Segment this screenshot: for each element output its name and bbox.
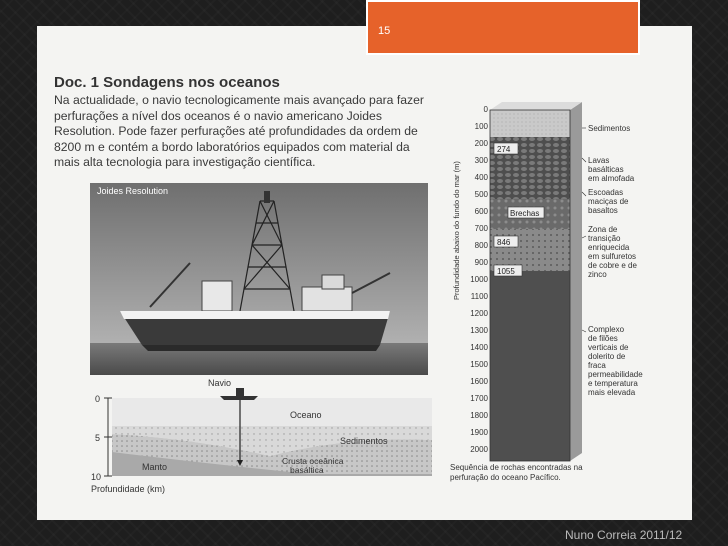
layer-zona-2: transição (588, 234, 621, 243)
layer-complexo-3: verticais de (588, 343, 629, 352)
ship-icon (220, 396, 258, 400)
marker-1055: 1055 (497, 267, 515, 276)
column-top (490, 102, 582, 110)
tick-1700: 1700 (470, 394, 488, 403)
ship-photo-label: Joides Resolution (97, 186, 169, 196)
layer-zona-1: Zona de (588, 225, 618, 234)
crust-label-2: basáltica (290, 465, 324, 475)
page-number: 15 (378, 25, 391, 37)
layer-zona-5: de cobre e de (588, 261, 637, 270)
tick-1100: 1100 (470, 292, 488, 301)
depth-tick-0: 0 (95, 394, 101, 404)
tick-2000: 2000 (470, 445, 488, 454)
tick-1800: 1800 (470, 411, 488, 420)
column-caption-1: Sequência de rochas encontradas na (450, 463, 583, 472)
tick-1400: 1400 (470, 343, 488, 352)
layer-complexo-5: fraca (588, 361, 606, 370)
tick-700: 700 (474, 224, 488, 233)
tick-1900: 1900 (470, 428, 488, 437)
brechas-label: Brechas (510, 209, 540, 218)
doc-title: Doc. 1 Sondagens nos oceanos (54, 74, 280, 91)
layer-sedimentos: Sedimentos (588, 124, 631, 133)
column-side (570, 102, 582, 461)
layer-lavas-2: basálticas (588, 165, 624, 174)
page-number-box (366, 0, 640, 55)
doc-body: Na actualidade, o navio tecnologicamente mais avançado para fazer perfurações a nível dos oceanos é o navio americano Joides Resolution. Pode fazer perfurações até profundidades da ordem de 8200 m e contém a bordo laboratórios equipados com material da mais alta tecnologia para investigação científica. (54, 93, 424, 170)
depth-tick-10: 10 (91, 472, 102, 482)
layer-lavas-1: Lavas (588, 156, 610, 165)
marker-274: 274 (497, 145, 511, 154)
ocean-label: Oceano (290, 410, 322, 420)
tick-1500: 1500 (470, 360, 488, 369)
sediments-label: Sedimentos (340, 436, 388, 446)
column-axis-label: Profundidade abaixo do fundo do mar (m) (452, 161, 461, 300)
tick-800: 800 (474, 241, 488, 250)
sediment-section (490, 110, 570, 137)
dike-complex-section (490, 271, 570, 461)
layer-complexo-6: permeabilidade (588, 370, 643, 379)
tick-500: 500 (474, 190, 488, 199)
tick-100: 100 (474, 122, 488, 131)
ship-photo (90, 183, 428, 375)
marker-846: 846 (497, 238, 511, 247)
ocean-cross-section-diagram (90, 378, 435, 496)
ocean-layer (112, 398, 432, 426)
layer-zona-6: zinco (588, 270, 607, 279)
footer-credit: Nuno Correia 2011/12 (565, 528, 683, 542)
layer-escoadas-1: Escoadas (588, 188, 624, 197)
layer-complexo-4: dolerito de (588, 352, 626, 361)
rock-column-figure (440, 100, 658, 485)
layer-complexo-1: Complexo (588, 325, 625, 334)
tick-900: 900 (474, 258, 488, 267)
depth-tick-5: 5 (95, 433, 101, 443)
tick-1200: 1200 (470, 309, 488, 318)
tick-400: 400 (474, 173, 488, 182)
column-caption-2: perfuração do oceano Pacífico. (450, 473, 561, 482)
tick-1000: 1000 (470, 275, 488, 284)
layer-zona-3: enriquecida (588, 243, 630, 252)
tick-1300: 1300 (470, 326, 488, 335)
tick-0: 0 (483, 105, 488, 114)
layer-complexo-8: mais elevada (588, 388, 636, 397)
tick-600: 600 (474, 207, 488, 216)
layer-escoadas-3: basaltos (588, 206, 618, 215)
depth-axis-label: Profundidade (km) (91, 484, 166, 494)
layer-complexo-7: e temperatura (588, 379, 638, 388)
ship-label: Navio (208, 378, 232, 388)
layer-escoadas-2: maciças de (588, 197, 629, 206)
tick-1600: 1600 (470, 377, 488, 386)
tick-300: 300 (474, 156, 488, 165)
layer-zona-4: em sulfuretos (588, 252, 637, 261)
crust-label-1: Crusta oceânica (282, 456, 344, 466)
tick-200: 200 (474, 139, 488, 148)
depth-ticks (470, 105, 488, 454)
layer-lavas-3: em almofada (588, 174, 635, 183)
layer-complexo-2: de filões (588, 334, 618, 343)
mantle-label: Manto (142, 462, 168, 472)
